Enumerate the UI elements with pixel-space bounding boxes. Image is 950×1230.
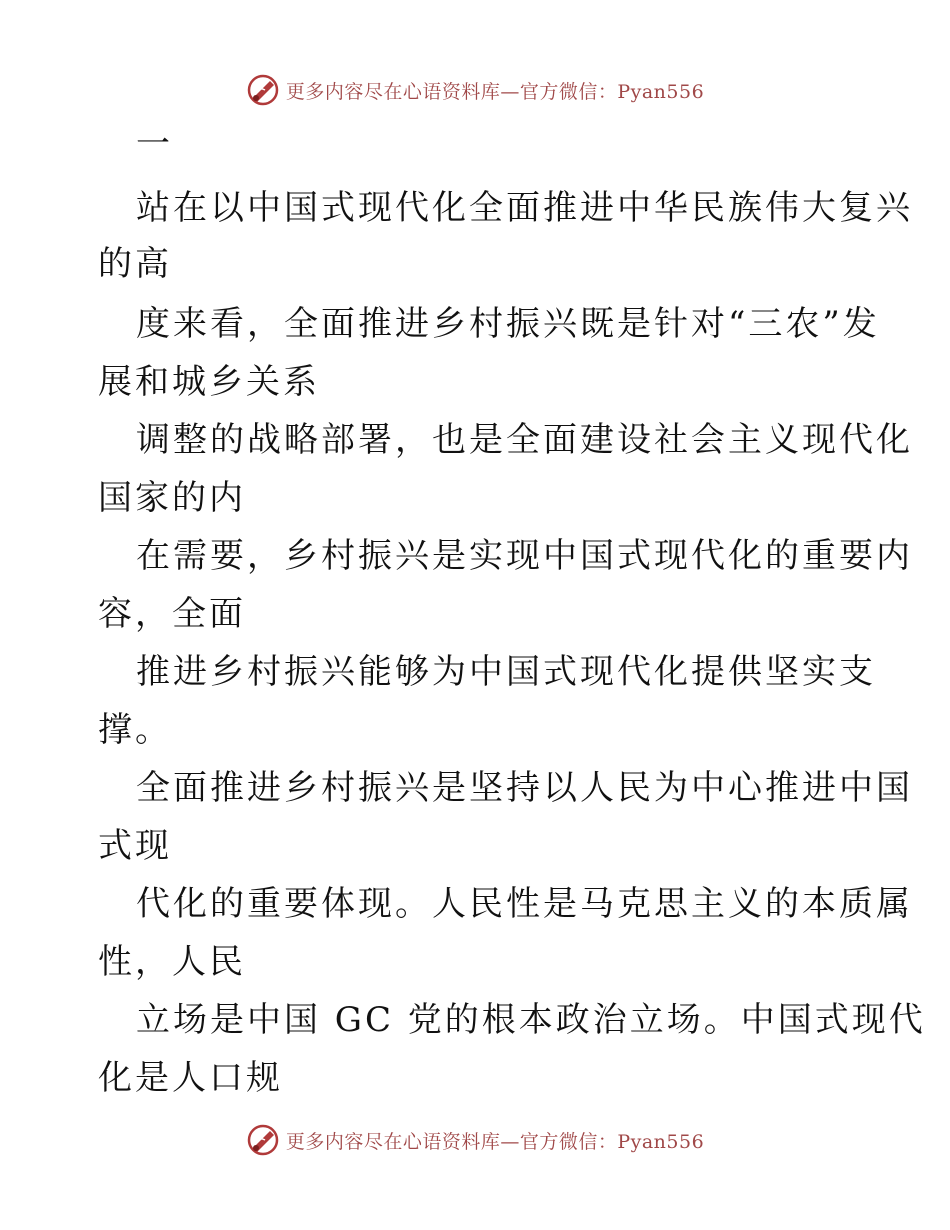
text-line: 立场是中国 GC 党的根本政治立场。中国式现代 bbox=[136, 1000, 926, 1040]
text-line: 代化的重要体现。人民性是马克思主义的本质属 bbox=[136, 884, 913, 924]
pen-logo-icon bbox=[246, 1123, 280, 1157]
header-watermark-inner bbox=[246, 73, 704, 107]
text-line: 推进乡村振兴能够为中国式现代化提供坚实支 bbox=[136, 652, 876, 692]
text-line: 展和城乡关系 bbox=[98, 362, 320, 402]
text-line: 性，人民 bbox=[98, 942, 246, 982]
text-line: 的高 bbox=[98, 244, 172, 284]
header-watermark bbox=[0, 72, 950, 108]
watermark-text: 更多内容尽在心语资料库—官方微信：Pyan556 bbox=[285, 1130, 705, 1153]
text-line: 撑。 bbox=[98, 710, 172, 750]
text-line: 度来看，全面推进乡村振兴既是针对“三农”发 bbox=[136, 304, 880, 344]
footer-watermark-inner bbox=[246, 1123, 704, 1157]
text-line: 全面推进乡村振兴是坚持以人民为中心推进中国 bbox=[136, 768, 913, 808]
text-line: 式现 bbox=[98, 826, 172, 866]
text-line: 化是人口规 bbox=[98, 1058, 283, 1098]
pen-logo-icon bbox=[246, 73, 280, 107]
text-line: 站在以中国式现代化全面推进中华民族伟大复兴 bbox=[136, 188, 913, 228]
text-line: 容，全面 bbox=[98, 594, 246, 634]
text-line: 一 bbox=[136, 124, 173, 164]
text-line: 调整的战略部署，也是全面建设社会主义现代化 bbox=[136, 420, 913, 460]
text-line: 在需要，乡村振兴是实现中国式现代化的重要内 bbox=[136, 536, 913, 576]
watermark-text: 更多内容尽在心语资料库—官方微信：Pyan556 bbox=[285, 80, 705, 103]
footer-watermark bbox=[0, 1122, 950, 1158]
text-line: 国家的内 bbox=[98, 478, 246, 518]
